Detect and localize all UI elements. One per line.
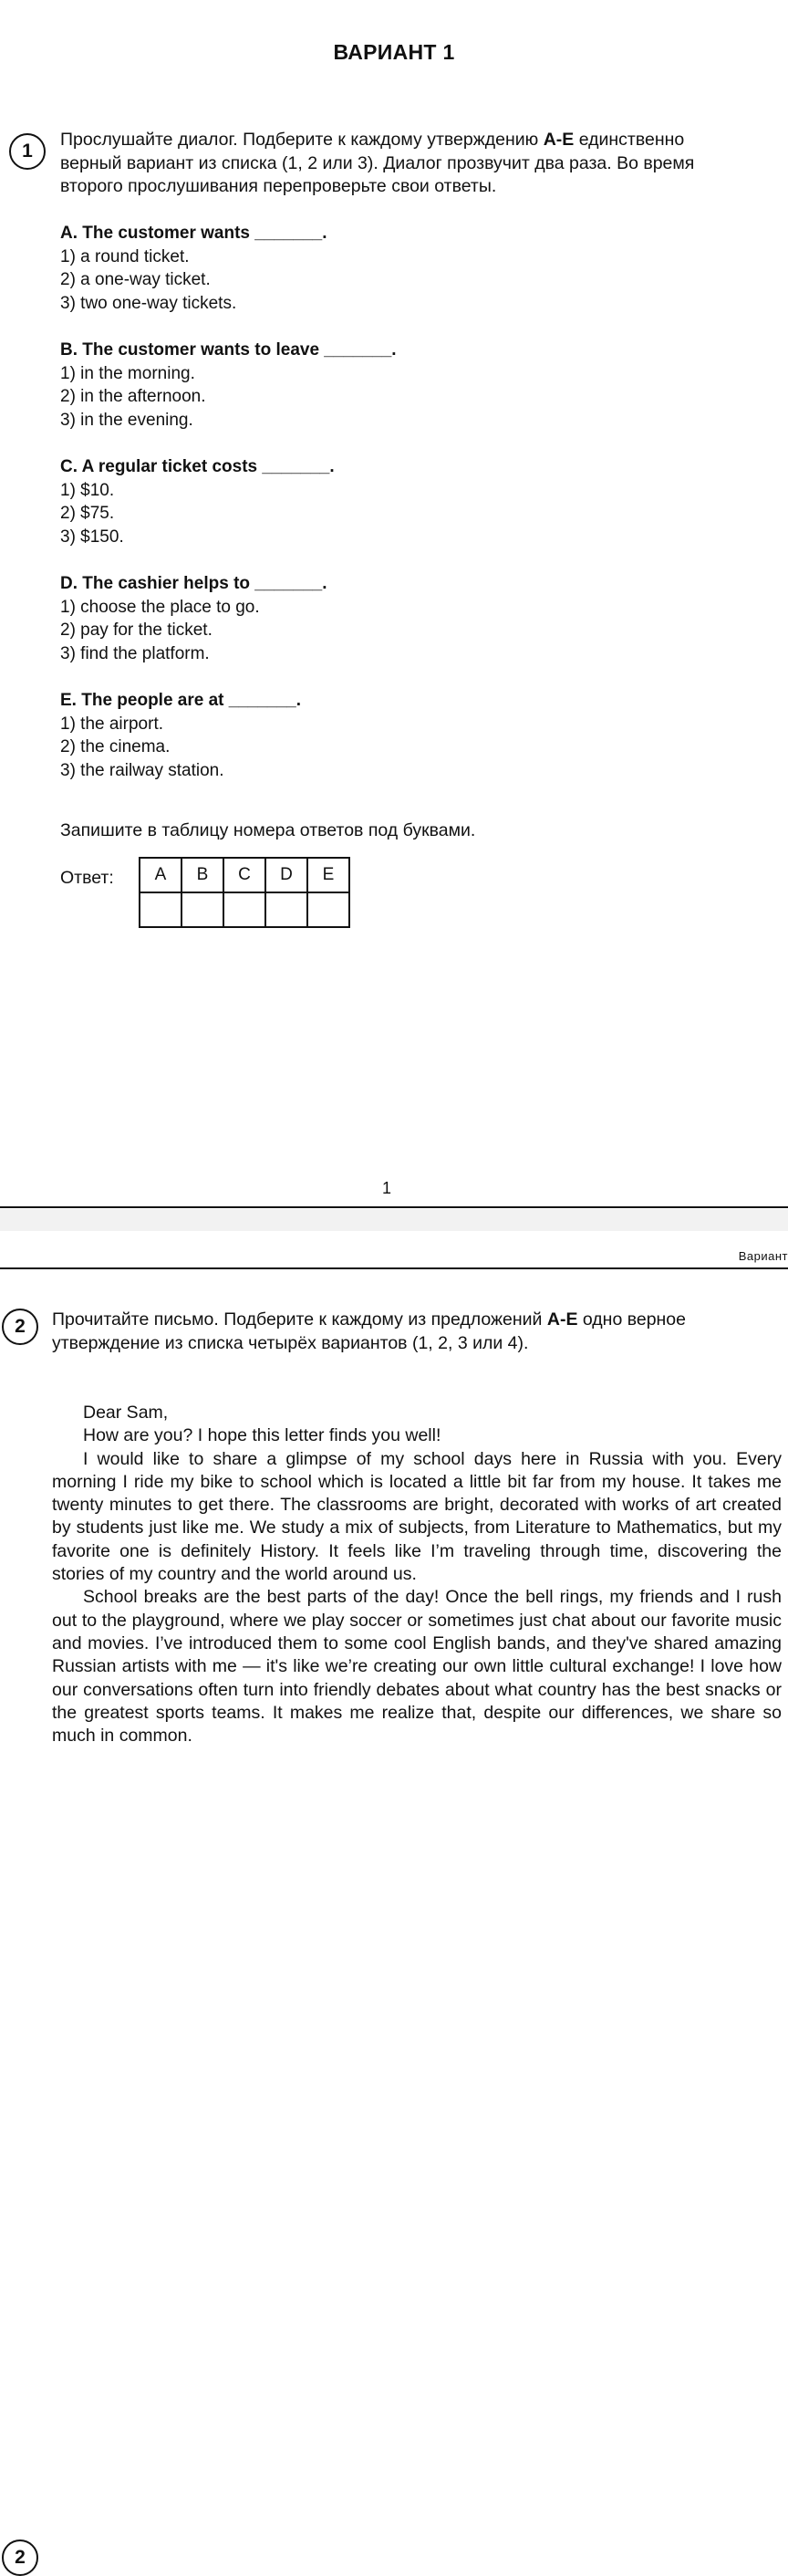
answer-option: 3) two one-way tickets.: [60, 293, 237, 313]
answer-option: 2) a one-way ticket.: [60, 270, 211, 289]
task-number-badge: 2: [2, 2539, 38, 2576]
answer-option: 1) in the morning.: [60, 363, 195, 383]
variant-title: ВАРИАНТ 1: [333, 40, 455, 64]
answer-column-header: C: [223, 858, 265, 892]
instruction-bold-range: А-Е: [543, 130, 575, 150]
instruction-text: второго прослушивания перепроверьте свои ответы.: [60, 176, 497, 196]
table-instruction: Запишите в таблицу номера ответов под буквами.: [60, 820, 476, 840]
instruction-text: утверждение из списка четырёх вариантов (1, 2, 3 или 4).: [52, 1332, 529, 1353]
answer-column-header: B: [181, 858, 223, 892]
question-d: [60, 572, 327, 665]
question-stem: E. The people are at _______.: [60, 691, 302, 710]
instruction-text: единственно: [574, 130, 685, 150]
question-c: [60, 455, 335, 548]
letter-text: [52, 1402, 782, 1747]
question-e: [60, 689, 301, 782]
question-a: [60, 222, 327, 315]
question-stem: D. The cashier helps to _______.: [60, 574, 327, 593]
answer-option: 3) in the evening.: [60, 410, 193, 430]
answer-option: 2) $75.: [60, 504, 115, 523]
answer-option: 2) the cinema.: [60, 737, 171, 756]
instruction-bold-range: А-Е: [546, 1309, 578, 1330]
question-stem: C. A regular ticket costs _______.: [60, 457, 335, 476]
answer-option: 2) pay for the ticket.: [60, 621, 213, 640]
instruction-text: Прочитайте письмо. Подберите к каждому из предложений: [52, 1309, 547, 1330]
page-number: 1: [381, 1179, 391, 1197]
task-2-number-badge: 2: [2, 1309, 38, 1345]
answer-table: [139, 857, 350, 928]
letter-paragraph: I would like to share a glimpse of my school days here in Russia with you. Every morning I ride my bike to school which is located a little bit far from my house. It takes me twenty minutes to get there. The classrooms are bright, decorated with works of art created by students just like me. We study a mix of subjects, from Literature to Mathematics, but my favorite one is definitely History. It feels like I’m traveling through time, discovering the stories of my country and the world around us.: [52, 1448, 782, 1585]
answer-column-header: D: [265, 858, 307, 892]
question-stem: B. The customer wants to leave _______.: [60, 340, 397, 360]
answer-option: 2) in the afternoon.: [60, 387, 206, 406]
page-bottom-rule: [0, 1206, 788, 1208]
answer-cell-d[interactable]: [265, 892, 307, 927]
answer-column-header: E: [307, 858, 349, 892]
answer-option: 3) the railway station.: [60, 760, 224, 780]
letter-greeting: Dear Sam,: [83, 1403, 169, 1423]
answer-label: Ответ:: [60, 868, 114, 888]
task-2-instruction: [52, 1309, 686, 1355]
question-b: [60, 339, 397, 432]
answer-cell-c[interactable]: [223, 892, 265, 927]
answer-cell-e[interactable]: [307, 892, 349, 927]
letter-paragraph: School breaks are the best parts of the day! Once the bell rings, my friends and I rush out to the playground, where we play soccer or sometimes just chat about our favorite music and movies. I’ve introduced them to some cool English bands, and they've shared amazing Russian artists with me — it's like we’re creating our own little cultural exchange! I love how our conversations often turn into friendly debates about what country has the best snacks or the greatest sports teams. It makes me realize that, despite our differences, we share so much in common.: [52, 1587, 782, 1747]
answer-option: 3) $150.: [60, 527, 124, 547]
answer-option: 1) a round ticket.: [60, 246, 190, 266]
page-1: [0, 0, 788, 1209]
answer-option: 1) $10.: [60, 480, 115, 500]
header-rule: [0, 1267, 788, 1269]
answer-cell-a[interactable]: [140, 892, 181, 927]
task-number-badge: 1: [9, 133, 46, 170]
answer-column-header: A: [140, 858, 181, 892]
page-gap: [0, 1209, 788, 1231]
answer-option: 3) find the platform.: [60, 643, 210, 663]
answer-option: 1) the airport.: [60, 714, 163, 734]
letter-line: How are you? I hope this letter finds you well!: [83, 1425, 441, 1446]
answer-option: 1) choose the place to go.: [60, 597, 260, 617]
task-1-instruction: [60, 129, 694, 199]
instruction-text: верный вариант из списка (1, 2 или 3). Диалог прозвучит два раза. Во время: [60, 152, 695, 173]
instruction-text: одно верное: [577, 1309, 687, 1330]
answer-cell-b[interactable]: [181, 892, 223, 927]
instruction-text: Прослушайте диалог. Подберите к каждому утверждению: [60, 130, 544, 150]
question-stem: A. The customer wants _______.: [60, 224, 327, 243]
running-header: Вариант: [738, 1249, 788, 1263]
